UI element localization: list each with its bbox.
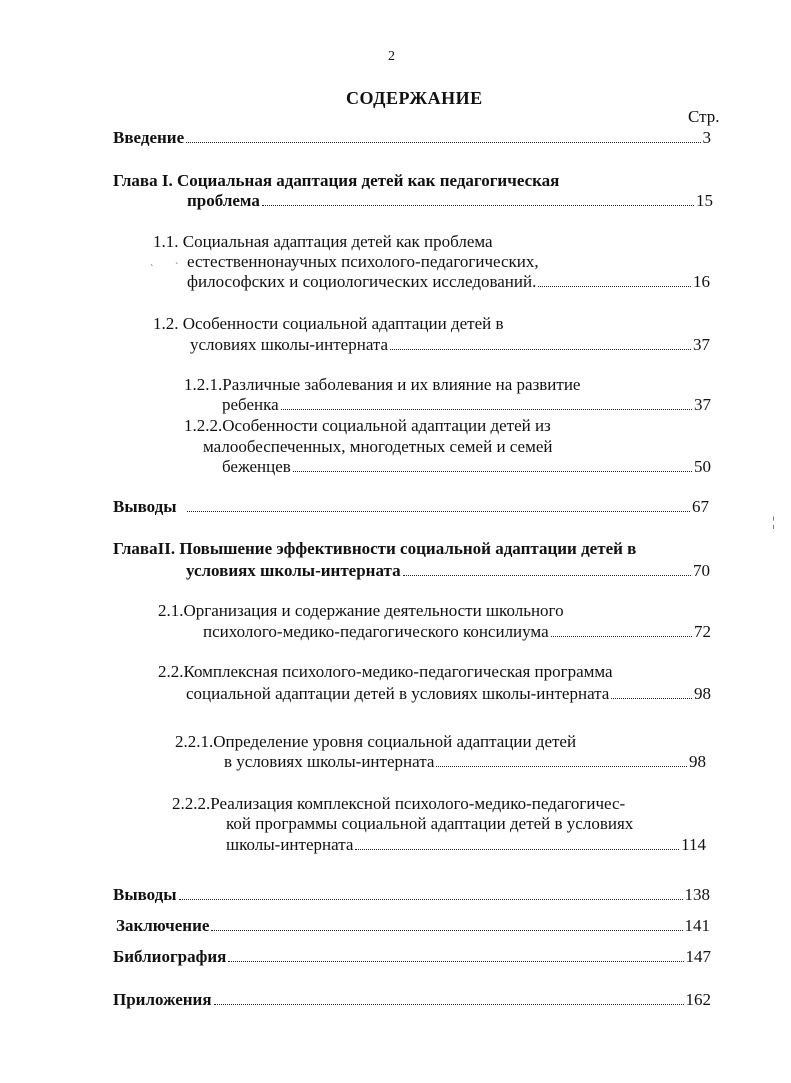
toc-entry-bibliography[interactable]	[113, 946, 711, 968]
toc-entry-s221[interactable]	[224, 751, 706, 773]
toc-entry-page: 37	[694, 395, 711, 414]
toc-entry-appendices[interactable]	[113, 989, 711, 1011]
toc-entry-page: 70	[693, 561, 710, 580]
toc-entry-label: Заключение	[116, 916, 210, 935]
toc-entry-label: условиях школы-интерната	[190, 335, 389, 354]
toc-entry-s22[interactable]	[186, 683, 711, 705]
dot-leader	[293, 471, 692, 472]
scan-mark: `	[150, 264, 154, 275]
toc-entry-s11[interactable]	[187, 271, 710, 293]
toc-chapter1-line1: Глава I. Социальная адаптация детей как педагогическая	[113, 171, 560, 190]
dot-leader	[436, 766, 687, 767]
toc-entry-page: 3	[702, 128, 711, 147]
toc-s11-line1: 1.1. Социальная адаптация детей как проблема	[153, 232, 493, 251]
dot-leader	[538, 286, 691, 287]
toc-entry-chapter1[interactable]	[187, 190, 713, 212]
toc-entry-conclusions-2[interactable]	[113, 884, 710, 906]
page-column-label: Стр.	[688, 107, 720, 126]
page-title: СОДЕРЖАНИЕ	[346, 88, 483, 108]
toc-s121-line1: 1.2.1.Различные заболевания и их влияние на развитие	[184, 375, 581, 394]
toc-s122-line2: малообеспеченных, многодетных семей и семей	[203, 437, 553, 456]
toc-entry-label: ребенка	[222, 395, 279, 414]
toc-s22-line1: 2.2.Комплексная психолого-медико-педагогическая программа	[158, 662, 613, 681]
dot-leader	[186, 142, 700, 143]
dot-leader	[211, 930, 682, 931]
toc-entry-label: Приложения	[113, 990, 212, 1009]
toc-entry-label: в условиях школы-интерната	[224, 752, 435, 771]
dot-leader	[228, 961, 683, 962]
toc-entry-label: психолого-медико-педагогического консилиума	[203, 622, 549, 641]
toc-entry-label: условиях школы-интерната	[186, 561, 401, 580]
dot-leader	[187, 511, 690, 512]
dot-leader	[355, 849, 679, 850]
dot-leader	[611, 698, 692, 699]
toc-entry-label: социальной адаптации детей в условиях школы-интерната	[186, 684, 610, 703]
toc-entry-page: 67	[692, 497, 709, 516]
toc-entry-conclusions-1[interactable]	[113, 496, 709, 518]
toc-entry-page: 141	[684, 916, 710, 935]
dot-leader	[281, 409, 692, 410]
toc-entry-label: проблема	[187, 191, 260, 210]
toc-entry-page: 162	[685, 990, 711, 1009]
toc-entry-s222[interactable]	[226, 834, 706, 856]
dot-leader	[179, 899, 683, 900]
toc-entry-chapter2[interactable]	[186, 560, 710, 582]
toc-entry-page: 16	[693, 272, 710, 291]
toc-s221-line1: 2.2.1.Определение уровня социальной адаптации детей	[175, 732, 577, 751]
toc-entry-page: 147	[685, 947, 711, 966]
toc-chapter2-line1: ГлаваII. Повышение эффективности социальной адаптации детей в	[113, 539, 637, 558]
dot-leader	[403, 575, 691, 576]
toc-entry-page: 15	[696, 191, 713, 210]
dot-leader	[262, 205, 694, 206]
dot-leader	[214, 1004, 684, 1005]
toc-entry-page: 37	[693, 335, 710, 354]
page-number: 2	[388, 49, 395, 64]
toc-entry-s12[interactable]	[190, 334, 710, 356]
toc-entry-label: Выводы	[113, 497, 177, 516]
toc-entry-label: школы-интерната	[226, 835, 354, 854]
toc-entry-page: 114	[681, 835, 706, 854]
toc-entry-page: 98	[689, 752, 706, 771]
toc-s122-line1: 1.2.2.Особенности социальной адаптации детей из	[184, 416, 551, 435]
scan-mark: ¦	[772, 515, 775, 530]
toc-entry-page: 72	[694, 622, 711, 641]
toc-entry-conclusion[interactable]	[116, 915, 710, 937]
toc-entry-label: философских и социологических исследований.	[187, 272, 537, 291]
dot-leader	[390, 349, 691, 350]
dot-leader	[551, 636, 692, 637]
toc-entry-label: Библиография	[113, 947, 227, 966]
toc-entry-label: беженцев	[222, 457, 291, 476]
toc-s21-line1: 2.1.Организация и содержание деятельности школьного	[158, 601, 564, 620]
toc-s11-line2: естественнонаучных психолого-педагогических,	[187, 252, 539, 271]
toc-entry-page: 50	[694, 457, 711, 476]
toc-entry-page: 98	[694, 684, 711, 703]
toc-entry-s21[interactable]	[203, 621, 711, 643]
toc-s222-line2: кой программы социальной адаптации детей в условиях	[226, 814, 634, 833]
toc-entry-label: Введение	[113, 128, 185, 147]
toc-entry-s122[interactable]	[222, 456, 711, 478]
toc-entry-intro[interactable]	[113, 127, 711, 149]
scan-mark: `	[175, 262, 179, 273]
toc-entry-label: Выводы	[113, 885, 177, 904]
toc-s222-line1: 2.2.2.Реализация комплексной психолого-медико-педагогичес-	[172, 794, 626, 813]
toc-entry-page: 138	[684, 885, 710, 904]
toc-s12-line1: 1.2. Особенности социальной адаптации детей в	[153, 314, 504, 333]
toc-entry-s121[interactable]	[222, 394, 711, 416]
